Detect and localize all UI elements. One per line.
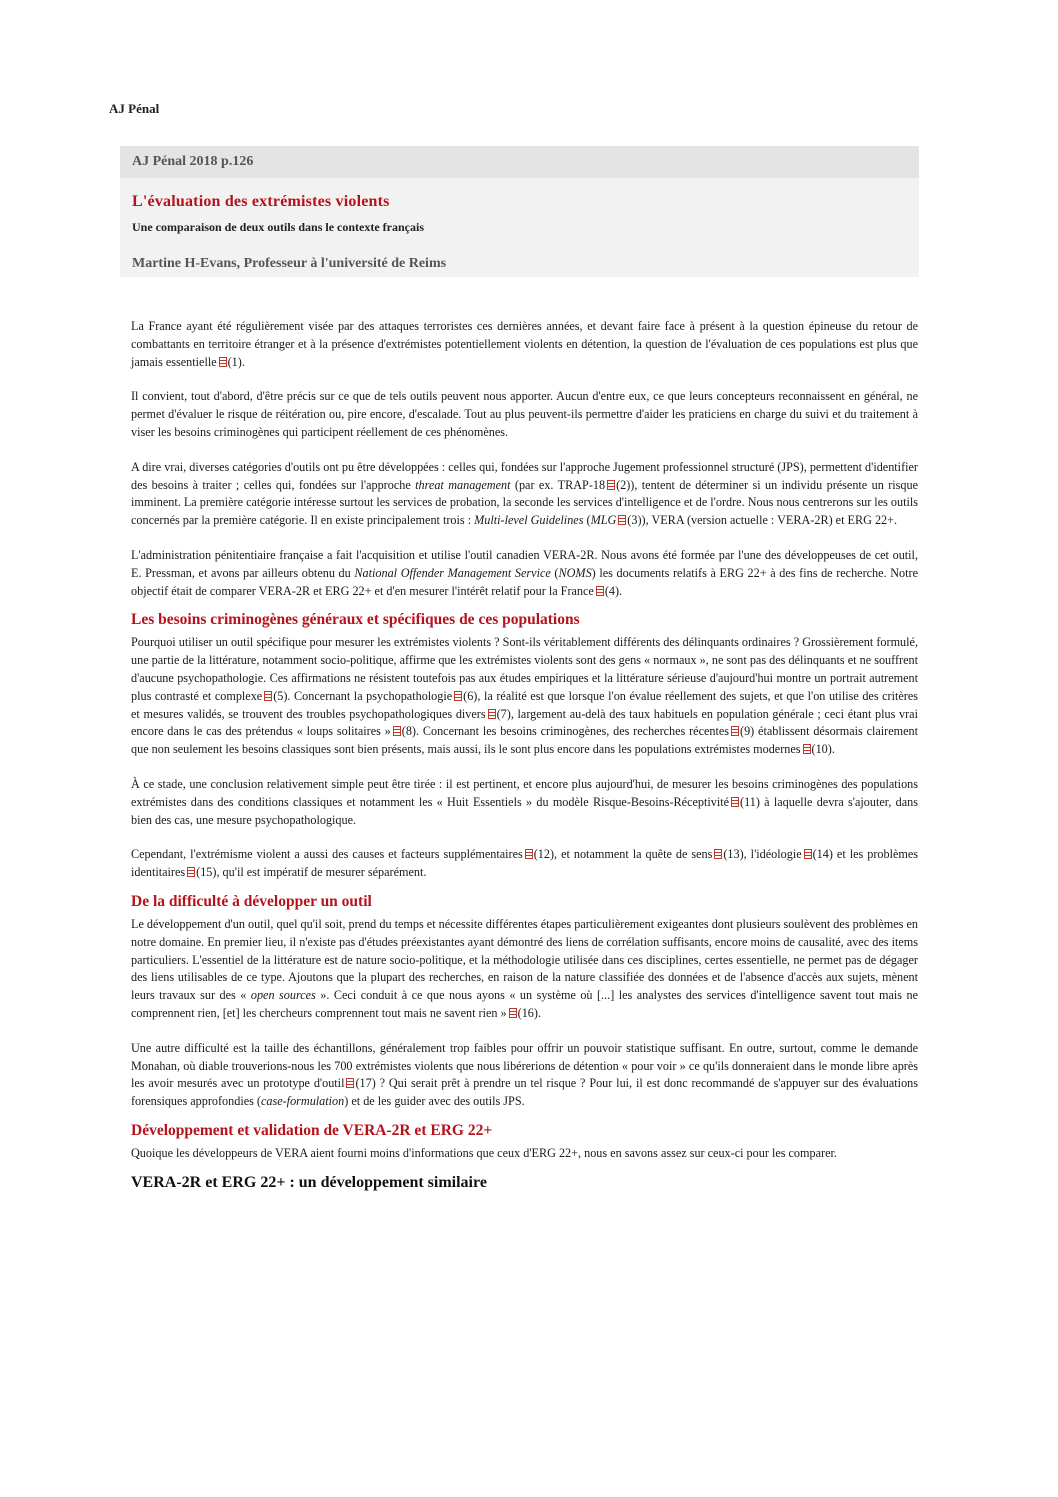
text: Pourquoi utiliser un outil spécifique pour mesurer les extrémistes violents ? Sont-ils véritablement différents des délinquants ordinaires ? Grossièrement formulé, une partie de la littérature, notamment socio-politique, affirme que les extrémistes violents sont des gens « normaux », ne sont pas des délinquants et ne souffrent d'aucune psychopathologie. Ces affirmations ne résistent toutefois pas aux études empiriques et la littérature sérieuse d'aujourd'hui montre un portrait autrement plus contrasté et complexe <box>131 635 918 703</box>
footnote-icon[interactable] <box>596 586 604 596</box>
footnote-icon[interactable] <box>264 691 272 701</box>
text: (5). Concernant la psychopathologie <box>273 688 453 703</box>
text: (13), l'idéologie <box>723 847 802 862</box>
paragraph-6 <box>131 776 918 829</box>
text: ». Ceci conduit à ce que nous ayons « un système où [...] les analystes des services d'intelligence savent tout mais ne comprennent rien, [et] les chercheurs comprennent tout mais ne savent rien » <box>131 988 918 1020</box>
footnote-icon[interactable] <box>731 726 739 736</box>
italic-text: case-formulation <box>260 1094 345 1109</box>
text: (2)), tentent de déterminer si un individu présente un risque imminent. La première catégorie intéresse surtout les services de probation, la seconde les services d'intelligence et de l'ordre. Nous nous centrerons sur les outils concernés par la première catégorie. Il en existe principalement trois : <box>131 477 918 528</box>
footnote-ref[interactable]: (1). <box>227 354 245 369</box>
paragraph-4 <box>131 547 918 600</box>
text: ( <box>550 565 559 580</box>
text: (11) à laquelle devra s'ajouter, dans bien des cas, une mesure psychopathologique. <box>131 794 918 827</box>
footnote-ref[interactable]: (16). <box>517 1005 541 1020</box>
paragraph-3 <box>131 459 918 530</box>
text: (9) établissent désormais clairement que non seulement les besoins classiques sont bien présents, mais aussi, ils le sont plus encore dans les populations extrémistes modernes <box>131 724 918 757</box>
text: Le développement d'un outil, quel qu'il soit, prend du temps et nécessite différentes étapes particulièrement exigeantes dont plusieurs soulèvent des problèmes en notre domaine. En premier lieu, il n'existe pas d'études préexistantes ayant démontré des liens de corrélation suffisants, encore moins de causalité, avec des items particuliers. L'essentiel de la littérature est de nature socio-politique, et la méthodologie utilisée dans ces disciplines, certes essentielle, ne permet pas de dégager des liens utilisables de ce type. Ajoutons que la plupart des recherches, en raison de la nature classifiée des données et de l'absence d'accès aux sujets, mènent leurs travaux sur des « <box>131 916 918 1003</box>
text: ( <box>583 513 591 528</box>
paragraph-2: Il convient, tout d'abord, d'être précis sur ce que de tels outils peuvent nous apporter. Aucun d'entre eux, ce que leurs concepteurs reconnaissent en général, ne permet d'évaluer le risque de réitération ou, pire encore, d'escalade. Tout au plus peuvent-ils permettre d'aider les praticiens en charge du suivi et du traitement à viser les besoins criminogènes qui participent réellement de ces phénomènes. <box>131 389 918 439</box>
italic-text: MLG <box>590 513 617 528</box>
footnote-icon[interactable] <box>714 849 722 859</box>
text: (par ex. TRAP-18 <box>510 477 606 492</box>
footnote-icon[interactable] <box>488 709 496 719</box>
italic-text: National Offender Management Service <box>354 565 551 580</box>
text: L'administration pénitentiaire française a fait l'acquisition et utilise l'outil canadien VERA-2R. Nous avons été formée par l'une des développeuses de cet outil, E. Pressman, et avons par ailleurs obtenu du <box>131 547 918 580</box>
text: (3)), VERA (version actuelle : VERA-2R) et ERG 22+. <box>627 513 898 528</box>
footnote-icon[interactable] <box>607 480 615 490</box>
article-body <box>131 318 918 1193</box>
paragraph-1 <box>131 318 918 371</box>
footnote-icon[interactable] <box>525 849 533 859</box>
paragraph-9 <box>131 1040 918 1111</box>
text: ) et de les guider avec des outils JPS. <box>344 1094 525 1109</box>
section-heading: Développement et validation de VERA-2R et ERG 22+ <box>131 1121 493 1139</box>
footnote-icon[interactable] <box>219 357 227 367</box>
footnote-icon[interactable] <box>618 515 626 525</box>
text: ) les documents relatifs à ERG 22+ à des fins de recherche. Notre objectif était de comparer VERA-2R et ERG 22+ et d'en mesurer l'intérêt relatif pour la France <box>131 565 918 598</box>
text: À ce stade, une conclusion relativement simple peut être tirée : il est pertinent, et encore plus aujourd'hui, de mesurer les besoins criminogènes des populations extrémistes dans des conditions classiques et notamment les « Huit Essentiels » du modèle Risque-Besoins-Réceptivité <box>131 776 918 809</box>
italic-text: threat management <box>415 477 511 492</box>
paragraph-5 <box>131 634 918 759</box>
paragraph-8 <box>131 916 918 1023</box>
text: (7), largement au-delà des taux habituels en population générale ; ceci étant plus vrai encore dans le cas des prétendus « loups solitaires » <box>131 706 918 739</box>
subsection-heading: VERA-2R et ERG 22+ : un développement similaire <box>131 1173 487 1191</box>
text: (17) ? Qui serait prêt à prendre un tel risque ? Pour lui, il est donc recommandé de s'appuyer sur des évaluations forensiques approfondies ( <box>131 1076 918 1109</box>
text: A dire vrai, diverses catégories d'outils ont pu être développées : celles qui, fondées sur l'approche Jugement professionnel structuré (JPS), permettent d'identifier des besoins à traiter ; celles qui, fondées sur l'approche <box>131 459 918 492</box>
footnote-icon[interactable] <box>393 726 401 736</box>
italic-text: open sources <box>250 988 316 1003</box>
text: Une autre difficulté est la taille des échantillons, généralement trop faibles pour offrir un pouvoir statistique suffisant. En outre, surtout, comme le demande Monahan, où diable trouverions-nous les 700 extrémistes violents que nous libérerions de détention « pour voir » ce qu'ils donneraient dans le monde libre après les avoir mesurés avec un prototype d'outil <box>131 1040 918 1091</box>
footnote-icon[interactable] <box>187 867 195 877</box>
text: Cependant, l'extrémisme violent a aussi des causes et facteurs supplémentaires <box>131 847 523 862</box>
text: (8). Concernant les besoins criminogènes, des recherches récentes <box>401 724 730 739</box>
footnote-ref[interactable]: (4). <box>604 583 623 598</box>
paragraph-7 <box>131 846 918 882</box>
footnote-ref[interactable]: (10). <box>811 742 835 757</box>
italic-text: Multi-level Guidelines <box>474 513 584 528</box>
article-subtitle: Une comparaison de deux outils dans le contexte français <box>132 220 424 234</box>
footnote-icon[interactable] <box>731 797 739 807</box>
footnote-icon[interactable] <box>346 1078 354 1088</box>
text: (6), la réalité est que lorsque l'on évalue réellement des sujets, et que l'on utilise des critères et mesures validés, se trouvent des troubles psychopathologiques divers <box>131 688 919 721</box>
footnote-icon[interactable] <box>803 744 811 754</box>
footnote-icon[interactable] <box>454 691 462 701</box>
section-heading: Les besoins criminogènes généraux et spécifiques de ces populations <box>131 611 580 629</box>
footnote-icon[interactable] <box>804 849 812 859</box>
text: La France ayant été régulièrement visée par des attaques terroristes ces dernières années, et devant faire face à présent à la question épineuse du retour de combattants en territoire étranger et à la présence d'extrémistes potentiellement violents en détention, la question de l'évaluation de ces populations est plus que jamais essentielle <box>131 319 918 369</box>
footnote-icon[interactable] <box>509 1008 517 1018</box>
section-heading: De la difficulté à développer un outil <box>131 892 372 910</box>
article-title: L'évaluation des extrémistes violents <box>132 193 390 210</box>
italic-text: NOMS <box>558 565 592 580</box>
article-author: Martine H-Evans, Professeur à l'université de Reims <box>132 256 447 271</box>
text: (15), qu'il est impératif de mesurer séparément. <box>196 865 427 880</box>
text: (12), et notamment la quête de sens <box>533 847 713 862</box>
article-reference: AJ Pénal 2018 p.126 <box>120 146 919 178</box>
article-header <box>120 146 919 277</box>
text: (14) et les problèmes identitaires <box>131 847 918 880</box>
paragraph-10: Quoique les développeurs de VERA aient fourni moins d'informations que ceux d'ERG 22+, nous en savons assez sur ceux-ci pour les comparer. <box>131 1145 837 1160</box>
publication-label: AJ Pénal <box>109 101 160 116</box>
